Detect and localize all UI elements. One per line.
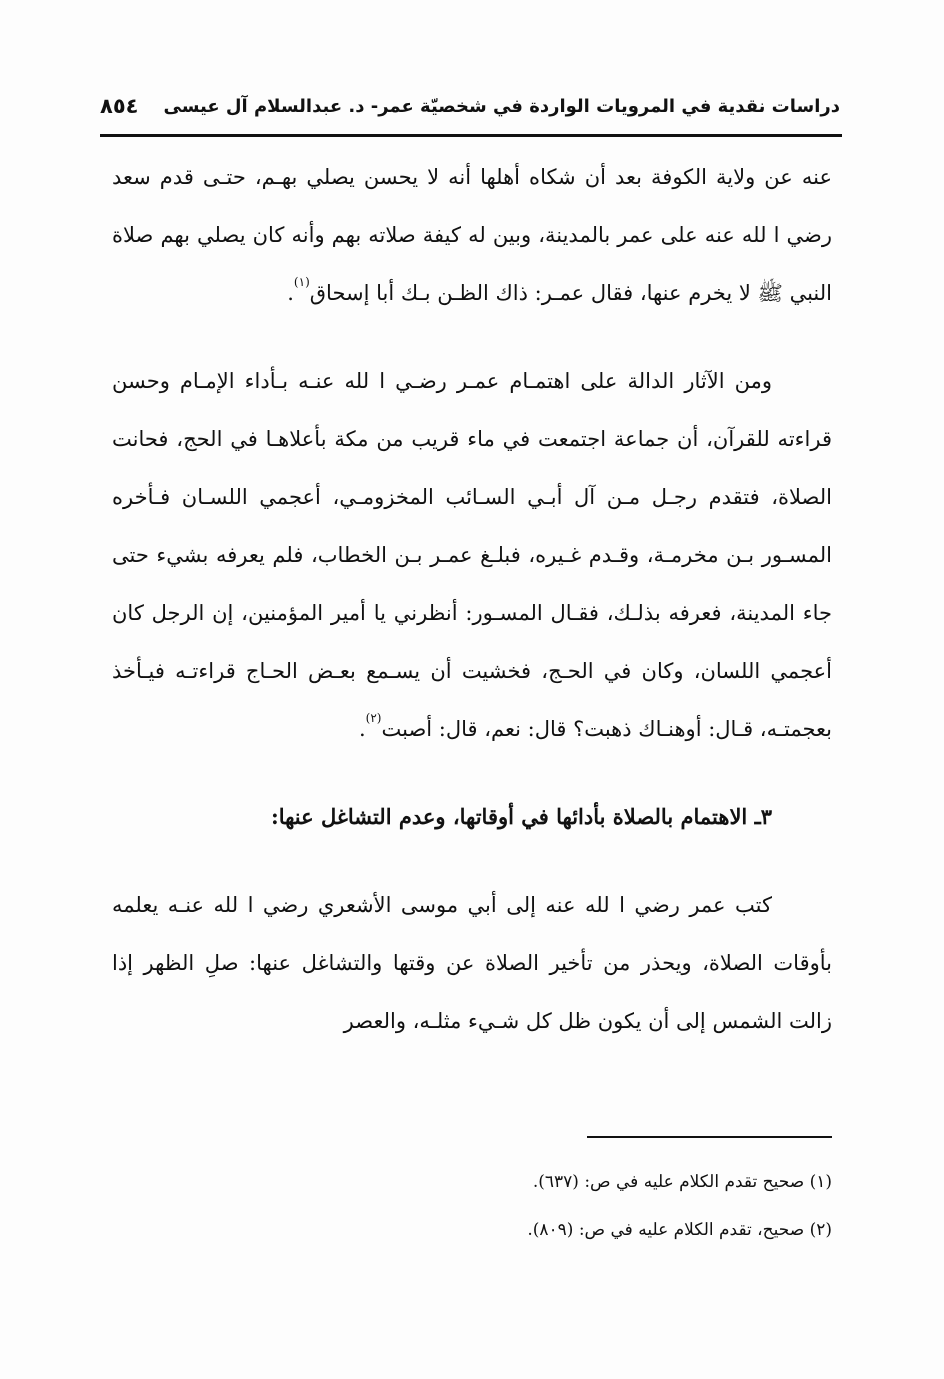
header-title: دراسات نقدية في المرويات الواردة في شخصيّة عمر- د. عبدالسلام آل عيسى [163,96,840,117]
paragraph-1-end: . [287,281,294,305]
main-text [112,148,832,1050]
paragraph-3: كتب عمر رضي ا لله عنه إلى أبي موسى الأشعري رضي ا لله عنـه يعلمه بأوقات الصلاة، ويحذر من تأخير الصلاة عن وقتها والتشاغل عنها: صلِ الظهر إذا زالت الشمس إلى أن يكون ظل كل شـيء مثلـه، والعصر [112,893,832,1033]
paragraph-2-text: ومن الآثار الدالة على اهتمـام عمـر رضـي ا لله عنـه بـأداء الإمـام وحسن قراءته للقرآن، أن جماعة اجتمعت في ماء قريب من مكة بأعلاهـا في الحج، فحانت الصلاة، فتقدم رجـل مـن آل أبـي السـائب المخزومـي، أعجمي اللسـان فـأخره المسـور بـن مخرمـة، وقـدم غـيره، فبلـغ عمـر بـن الخطاب، فلم يعرفه بشيء حتى جاء المدينة، فعرفه بذلـك، فقـال المسـور: أنظرني يا أمير المؤمنين، إن الرجل كان أعجمي اللسان، وكان في الحـج، فخشيت أن يسـمع بعـض الحـاج قراءتـه فيـأخذ بعجمتـه، قـال: أوهنـاك ذهبت؟ قال: نعم، قال: أصبت [112,369,832,741]
header-divider [100,134,842,137]
footnotes [112,1158,832,1254]
footnote-ref-1[interactable]: (١) [293,275,310,289]
paragraph-1 [112,148,832,322]
footnote-1: (١) صحيح تقدم الكلام عليه في ص: (٦٣٧). [532,1172,832,1192]
footnote-divider [587,1136,832,1138]
section-heading: ٣ـ الاهتمام بالصلاة بأدائها في أوقاتها، وعدم التشاغل عنها: [270,804,772,829]
paragraph-gap [112,846,832,876]
paragraph-gap [112,758,832,788]
paragraph-2-end: . [358,717,366,741]
running-header [100,90,840,134]
paragraph-gap [112,322,832,352]
footnote-2: (٢) صحيح، تقدم الكلام عليه في ص: (٨٠٩). [527,1220,832,1240]
paragraph-2 [112,352,832,758]
page-number: ٨٥٤ [100,94,139,118]
paragraph-1-text: عنه عن ولاية الكوفة بعد أن شكاه أهلها أنه لا يحسن يصلي بهـم، حتـى قدم سعد رضي ا لله عنه على عمر بالمدينة، وبين له كيفة صلاته بهم وأنه كان يصلي بهم صلاة النبي ﷺ لا يخرم عنها، فقال عمـر: ذاك الظـن بـك أبا إسحاق [112,165,832,305]
footnote-ref-2[interactable]: (٢) [365,711,382,725]
